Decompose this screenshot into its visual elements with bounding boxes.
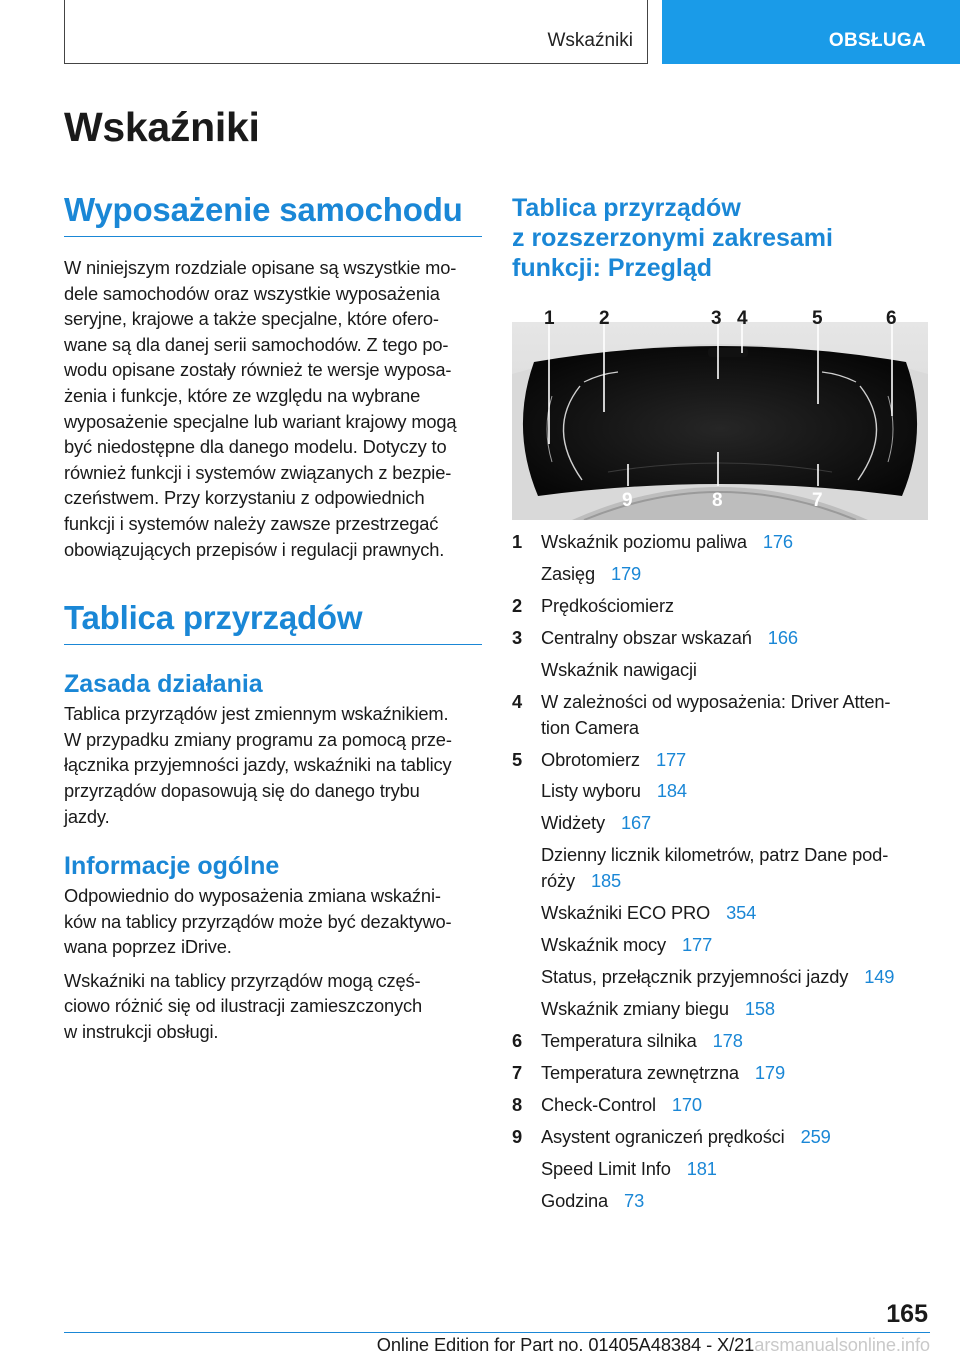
- legend-item: [512, 657, 932, 683]
- legend-text: Obrotomierz: [541, 748, 640, 770]
- overview-heading-line-1: Tablica przyrządów: [512, 194, 741, 222]
- equipment-line: obowiązujących przepisów i regulacji prawnych.: [64, 538, 445, 560]
- general-paragraph-2: [64, 968, 482, 1045]
- legend-text: Wskaźnik mocy: [541, 934, 667, 956]
- equipment-line: seryjne, krajowe a także specjalne, które ofero‐: [64, 308, 439, 330]
- callout-6: 6: [886, 308, 897, 329]
- legend-text: Wskaźnik nawigacji: [541, 658, 697, 680]
- legend-text: Wskaźniki ECO PRO: [541, 902, 711, 924]
- legend-item: [512, 1092, 932, 1118]
- page-reference-link[interactable]: 184: [656, 780, 687, 802]
- legend-item: [512, 593, 932, 619]
- legend-number: 8: [512, 1093, 523, 1115]
- page-reference-link[interactable]: 354: [726, 902, 757, 924]
- legend-text: Wskaźnik poziomu paliwa: [541, 531, 747, 552]
- principle-heading: Zasada działania: [64, 670, 263, 699]
- legend-text: Listy wyboru: [541, 780, 641, 802]
- callout-9: 9: [622, 490, 633, 511]
- page-reference-link[interactable]: 179: [610, 562, 642, 584]
- equipment-line: dele samochodów oraz wszystkie wyposażenia: [64, 282, 440, 304]
- legend-text-continued: tion Camera: [541, 716, 639, 738]
- legend-number: 6: [512, 1029, 523, 1051]
- principle-line: Tablica przyrządów jest zmiennym wskaźnikiem.: [64, 703, 449, 725]
- general-1-line: ków na tablicy przyrządów może być dezaktywo‐: [64, 910, 452, 932]
- page-reference-link[interactable]: 178: [712, 1029, 743, 1051]
- equipment-heading: Wyposażenie samochodu: [64, 188, 482, 237]
- equipment-line: W niniejszym rozdziale opisane są wszystkie mo‐: [64, 257, 457, 278]
- legend-text: W zależności od wyposażenia: Driver Atten‐: [541, 690, 891, 712]
- page-reference-link[interactable]: 73: [624, 1189, 645, 1211]
- legend-number: 7: [512, 1061, 523, 1083]
- page-reference-link[interactable]: 167: [620, 812, 652, 834]
- equipment-line: żenia i funkcje, które ze względu na wybrane: [64, 384, 421, 406]
- legend-list: [512, 529, 932, 1220]
- page-reference-link[interactable]: 177: [655, 748, 686, 770]
- page-reference-link[interactable]: 185: [590, 870, 621, 892]
- legend-item: [512, 689, 932, 740]
- legend-item: [512, 529, 932, 555]
- legend-item: [512, 1156, 932, 1182]
- legend-text: Status, przełącznik przyjemności jazdy: [541, 966, 849, 987]
- page-reference-link[interactable]: 158: [744, 997, 775, 1019]
- header-chapter-label: OBSŁUGA: [828, 30, 926, 51]
- legend-text: Centralny obszar wskazań: [541, 626, 752, 648]
- page-reference-link[interactable]: 170: [671, 1093, 702, 1115]
- legend-item: [512, 932, 932, 958]
- legend-text: Zasięg: [541, 562, 595, 584]
- callout-4: 4: [737, 308, 748, 329]
- legend-item: [512, 964, 932, 990]
- page-reference-link[interactable]: 166: [767, 626, 798, 648]
- callout-2: 2: [599, 308, 610, 329]
- legend-item: [512, 625, 932, 651]
- instrument-cluster-image: [512, 304, 928, 520]
- callout-5: 5: [812, 308, 823, 329]
- equipment-line: funkcji i systemów należy zawsze przestrzegać: [64, 512, 439, 534]
- callout-1: 1: [544, 308, 555, 329]
- principle-line: przyrządów dopasowują się do danego trybu: [64, 779, 420, 801]
- cluster-display: [523, 346, 917, 496]
- legend-text: Temperatura zewnętrzna: [541, 1061, 739, 1083]
- legend-item: [512, 842, 932, 893]
- left-column: [64, 188, 482, 1045]
- overview-heading-line-3: funkcji: Przegląd: [512, 254, 713, 282]
- general-heading: Informacje ogólne: [64, 852, 280, 881]
- page-reference-link[interactable]: 176: [762, 531, 793, 552]
- general-1-line: wana poprzez iDrive.: [64, 936, 232, 958]
- overview-heading-line-2: z rozszerzonymi zakresami: [512, 224, 833, 252]
- page-reference-link[interactable]: 179: [754, 1061, 785, 1083]
- page-reference-link[interactable]: 259: [800, 1125, 831, 1147]
- page-number: 165: [886, 1300, 928, 1328]
- equipment-line: również funkcji i systemów związanych z bezpie‐: [64, 461, 452, 483]
- legend-number: 2: [512, 594, 523, 616]
- legend-text: Speed Limit Info: [541, 1157, 671, 1179]
- legend-text: Dzienny licznik kilometrów, patrz Dane pod‐: [541, 844, 889, 866]
- legend-text: Temperatura silnika: [541, 1029, 697, 1051]
- legend-item: [512, 747, 932, 773]
- header-chapter-tab[interactable]: [662, 0, 960, 64]
- legend-text: Prędkościomierz: [541, 594, 674, 616]
- legend-text: Asystent ograniczeń prędkości: [541, 1125, 785, 1147]
- principle-line: łącznika przyjemności jazdy, wskaźniki na tablicy: [64, 754, 452, 776]
- general-2-line: Wskaźniki na tablicy przyrządów mogą częś‐: [64, 969, 421, 991]
- header-section-tab: [64, 0, 648, 64]
- legend-number: 3: [512, 626, 523, 648]
- right-column-heading: [512, 193, 930, 283]
- page-title: Wskaźniki: [64, 104, 260, 150]
- legend-item: [512, 1028, 932, 1054]
- page-reference-link[interactable]: 177: [682, 934, 713, 956]
- legend-item: [512, 1060, 932, 1086]
- equipment-line: czeństwem. Przy korzystaniu z odpowiednich: [64, 487, 425, 509]
- callout-3: 3: [711, 308, 722, 329]
- footer-edition: [64, 1334, 930, 1356]
- equipment-line: wodu opisane zostały również te wersje wyposa‐: [64, 359, 452, 381]
- legend-item: [512, 1188, 932, 1214]
- footer-watermark: arsmanualsonline.info: [754, 1334, 930, 1355]
- footer-rule: [64, 1332, 930, 1333]
- equipment-line: wane są dla danej serii samochodów. Z tego po‐: [64, 333, 449, 355]
- legend-item: [512, 1124, 932, 1150]
- legend-number: 5: [512, 748, 523, 770]
- legend-text: Godzina: [541, 1189, 609, 1211]
- callout-8: 8: [712, 490, 723, 511]
- principle-line: W przypadku zmiany programu za pomocą prze‐: [64, 728, 452, 750]
- general-2-line: w instrukcji obsługi.: [64, 1021, 219, 1043]
- equipment-line: wyposażenie specjalne lub wariant krajowy mogą: [64, 410, 457, 432]
- page-reference-link[interactable]: 149: [864, 966, 895, 987]
- legend-number: 4: [512, 690, 523, 712]
- cluster-heading: Tablica przyrządów: [64, 596, 482, 645]
- legend-number: 9: [512, 1125, 523, 1147]
- legend-text: Check-Control: [541, 1093, 656, 1115]
- legend-item: [512, 778, 932, 804]
- legend-item: [512, 900, 932, 926]
- legend-text-continued: róży: [541, 870, 575, 892]
- callout-7: 7: [812, 490, 823, 511]
- general-2-line: ciowo różnić się od ilustracji zamieszczonych: [64, 995, 422, 1017]
- equipment-paragraph: [64, 255, 482, 562]
- principle-line: jazdy.: [64, 805, 110, 827]
- footer-edition-text: Online Edition for Part no. 01405A48384 - X/21: [376, 1334, 755, 1355]
- general-paragraph-1: [64, 883, 482, 960]
- principle-paragraph: [64, 701, 482, 829]
- legend-item: [512, 561, 932, 587]
- legend-item: [512, 810, 932, 836]
- equipment-line: być niedostępne dla danego modelu. Dotyczy to: [64, 436, 447, 458]
- legend-item: [512, 996, 932, 1022]
- legend-text: Widżety: [541, 812, 605, 834]
- page-reference-link[interactable]: 181: [686, 1157, 717, 1179]
- header-section-label: Wskaźniki: [547, 30, 633, 51]
- legend-text: Wskaźnik zmiany biegu: [541, 997, 729, 1019]
- general-1-line: Odpowiednio do wyposażenia zmiana wskaźni‐: [64, 885, 441, 907]
- legend-number: 1: [512, 531, 523, 552]
